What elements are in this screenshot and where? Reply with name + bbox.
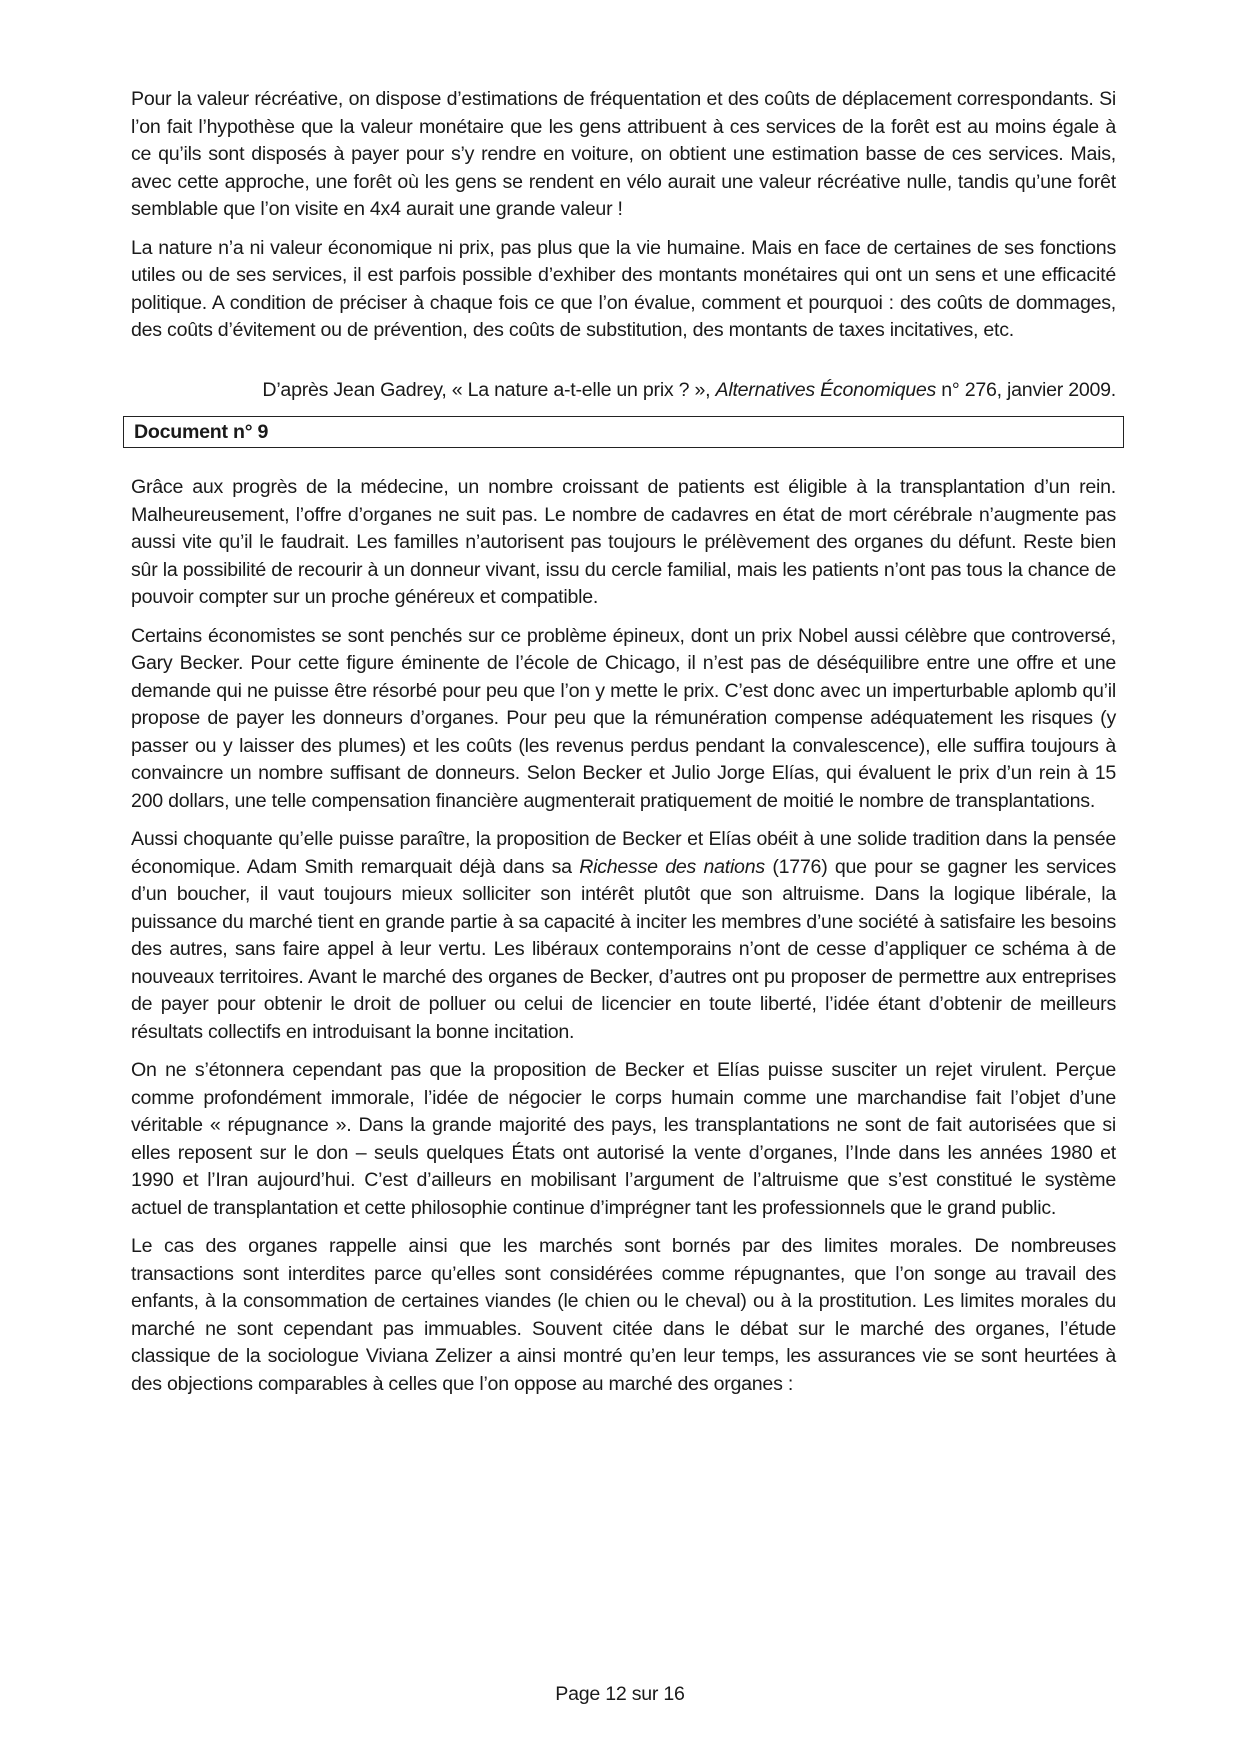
doc9-paragraph-3 bbox=[131, 826, 1116, 1046]
source-text-before: D’après Jean Gadrey, « La nature a-t-elle un prix ? », bbox=[262, 378, 716, 401]
doc8-paragraph-1: Pour la valeur récréative, on dispose d’estimations de fréquentation et des coûts de déplacement correspondants. Si l’on fait l’hypothèse que la valeur monétaire que les gens attribuent à ces services de la forêt est au moins égale à ce qu’ils sont disposés à payer pour s’y rendre en voiture, on obtient une estimation basse de ces services. Mais, avec cette approche, une forêt où les gens se rendent en vélo aurait une valeur récréative nulle, tandis qu’une forêt semblable que l’on visite en 4x4 aurait une grande valeur ! bbox=[131, 88, 1116, 220]
p3-text-after: (1776) que pour se gagner les services d’un boucher, il vaut toujours mieux solliciter son intérêt plutôt que son altruisme. Dans la logique libérale, la puissance du marché tient en grande partie à sa capacité à inciter les membres d’une société à satisfaire les besoins des autres, sans faire appel à leur vertu. Les libéraux contemporains n’ont de cesse d’appliquer ce schéma à de nouveaux territoires. Avant le marché des organes de Becker, d’autres ont pu proposer de permettre aux entreprises de payer pour obtenir le droit de polluer ou celui de licencier en toute liberté, l’idée étant d’obtenir de meilleurs résultats collectifs en introduisant la bonne incitation. bbox=[131, 855, 1116, 1043]
document-9-header: Document n° 9 bbox=[123, 416, 1124, 448]
p3-book-title: Richesse des nations bbox=[579, 855, 765, 878]
doc8-paragraph-2: La nature n’a ni valeur économique ni prix, pas plus que la vie humaine. Mais en face de certaines de ses fonctions utiles ou de ses services, il est parfois possible d’exhiber des montants monétaires qui ont un sens et une efficacité politique. A condition de préciser à chaque fois ce que l’on évalue, comment et pourquoi : des coûts de dommages, des coûts d’évitement ou de prévention, des coûts de substitution, des montants de taxes incitatives, etc. bbox=[131, 236, 1116, 341]
source-text-after: n° 276, janvier 2009. bbox=[936, 378, 1116, 401]
doc9-paragraph-4: On ne s’étonnera cependant pas que la proposition de Becker et Elías puisse susciter un rejet virulent. Perçue comme profondément immorale, l’idée de négocier le corps humain comme une marchandise fait l’objet d’une véritable « répugnance ». Dans la grande majorité des pays, les transplantations ne sont de fait autorisées que si elles reposent sur le don – seuls quelques États ont autorisé la vente d’organes, l’Inde dans les années 1980 et 1990 et l’Iran aujourd’hui. C’est d’ailleurs en mobilisant l’argument de l’altruisme que s’est constitué le système actuel de transplantation et cette philosophie continue d’imprégner tant les professionnels que le grand public. bbox=[131, 1059, 1116, 1219]
doc8-source-citation bbox=[131, 377, 1116, 405]
doc9-paragraph-2: Certains économistes se sont penchés sur ce problème épineux, dont un prix Nobel aussi célèbre que controversé, Gary Becker. Pour cette figure éminente de l’école de Chicago, il n’est pas de déséquilibre entre une offre et une demande qui ne puisse être résorbé pour peu que l’on y mette le prix. C’est donc avec un imperturbable aplomb qu’il propose de payer les donneurs d’organes. Pour peu que la rémunération compense adéquatement les risques (y passer ou y laisser des plumes) et les coûts (les revenus perdus pendant la convalescence), elle suffira toujours à convaincre un nombre suffisant de donneurs. Selon Becker et Julio Jorge Elías, qui évaluent le prix d’un rein à 15 200 dollars, une telle compensation financière augmenterait pratiquement de moitié le nombre de transplantations. bbox=[131, 624, 1116, 812]
page-content bbox=[131, 86, 1116, 1409]
page-number: Page 12 sur 16 bbox=[555, 1683, 685, 1705]
source-journal-title: Alternatives Économiques bbox=[715, 378, 937, 401]
p3-text-before: Aussi choquante qu’elle puisse paraître, la proposition de Becker et Elías obéit à une solide tradition dans la pensée économique. Adam Smith remarquait déjà dans sa bbox=[131, 828, 1116, 878]
doc9-paragraph-1: Grâce aux progrès de la médecine, un nombre croissant de patients est éligible à la transplantation d’un rein. Malheureusement, l’offre d’organes ne suit pas. Le nombre de cadavres en état de mort cérébrale n’augmente pas aussi vite qu’il le faudrait. Les familles n’autorisent pas toujours le prélèvement des organes du défunt. Reste bien sûr la possibilité de recourir à un donneur vivant, issu du cercle familial, mais les patients n’ont pas tous la chance de pouvoir compter sur un proche généreux et compatible. bbox=[131, 476, 1116, 608]
doc9-paragraph-5: Le cas des organes rappelle ainsi que les marchés sont bornés par des limites morales. De nombreuses transactions sont interdites parce qu’elles sont considérées comme répugnantes, que l’on songe au travail des enfants, à la consommation de certaines viandes (le chien ou le cheval) ou à la prostitution. Les limites morales du marché ne sont cependant pas immuables. Souvent citée dans le débat sur le marché des organes, l’étude classique de la sociologue Viviana Zelizer a ainsi montré qu’en leur temps, les assurances vie se sont heurtées à des objections comparables à celles que l’on oppose au marché des organes : bbox=[131, 1235, 1116, 1395]
